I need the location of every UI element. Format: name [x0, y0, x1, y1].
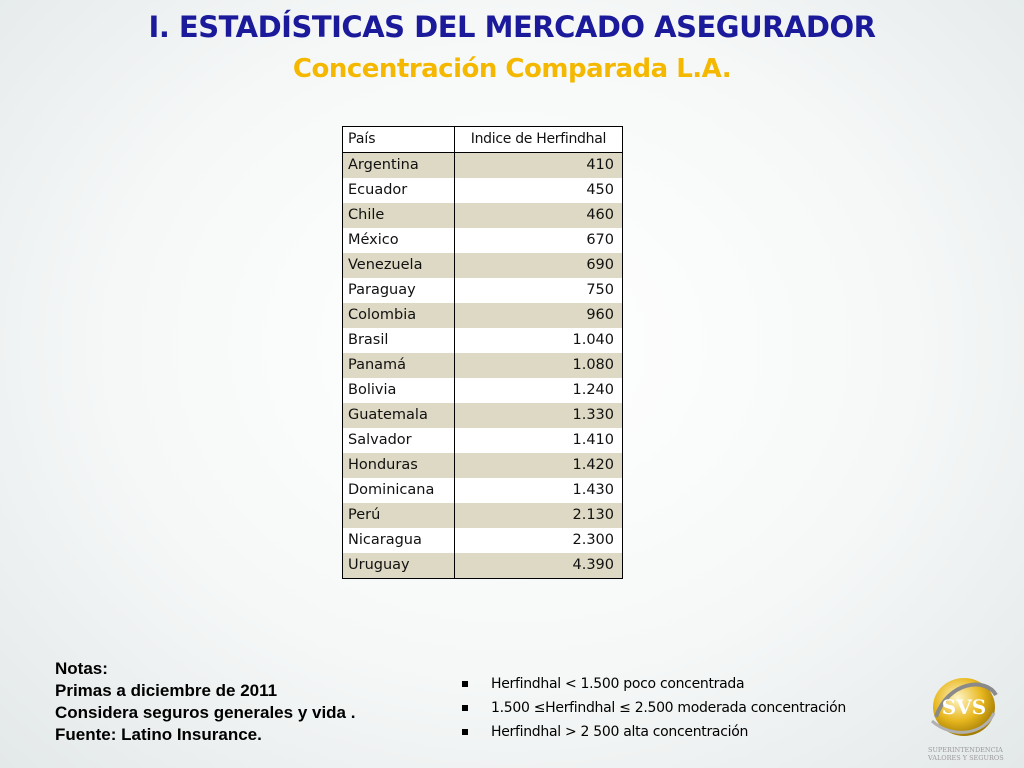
scale-item	[460, 696, 846, 720]
herfindahl-value-cell: 1.430	[454, 478, 622, 503]
notes-block	[55, 658, 355, 746]
country-cell: Chile	[343, 203, 455, 228]
herfindahl-value-cell: 1.330	[454, 403, 622, 428]
square-bullet-icon	[462, 705, 468, 711]
notes-line: Primas a diciembre de 2011	[55, 681, 278, 700]
country-cell: Venezuela	[343, 253, 455, 278]
notes-line: Considera seguros generales y vida .	[55, 703, 356, 722]
slide-title: I. ESTADÍSTICAS DEL MERCADO ASEGURADOR	[148, 10, 876, 44]
herfindahl-value-cell: 690	[454, 253, 622, 278]
herfindahl-value-cell: 960	[454, 303, 622, 328]
country-cell: Dominicana	[343, 478, 455, 503]
herfindahl-value-cell: 670	[454, 228, 622, 253]
logo-caption: SUPERINTENDENCIA VALORES Y SEGUROS	[928, 746, 1004, 762]
square-bullet-icon	[462, 729, 468, 735]
country-cell: Salvador	[343, 428, 455, 453]
table-row	[343, 353, 623, 378]
table-row	[343, 228, 623, 253]
table-row	[343, 253, 623, 278]
svg-text:SVS: SVS	[941, 695, 987, 719]
scale-item	[460, 720, 846, 744]
svs-logo	[928, 673, 1000, 741]
herfindahl-value-cell: 750	[454, 278, 622, 303]
country-cell: Guatemala	[343, 403, 455, 428]
table-row	[343, 153, 623, 179]
square-bullet-icon	[462, 681, 468, 687]
country-cell: Perú	[343, 503, 455, 528]
herfindahl-value-cell: 1.240	[454, 378, 622, 403]
table-row	[343, 503, 623, 528]
herfindahl-value-cell: 4.390	[454, 553, 622, 579]
header-country: País	[343, 127, 455, 153]
scale-item-text: Herfindhal < 1.500 poco concentrada	[491, 676, 745, 692]
table-row	[343, 303, 623, 328]
table-row	[343, 278, 623, 303]
concentration-scale-list	[460, 672, 846, 744]
herfindahl-table	[342, 126, 623, 579]
slide-subtitle: Concentración Comparada L.A.	[292, 54, 732, 84]
table-row	[343, 553, 623, 579]
table-row	[343, 203, 623, 228]
country-cell: Paraguay	[343, 278, 455, 303]
herfindahl-value-cell: 450	[454, 178, 622, 203]
table-header-row	[343, 127, 623, 153]
country-cell: México	[343, 228, 455, 253]
herfindahl-value-cell: 2.130	[454, 503, 622, 528]
herfindahl-value-cell: 1.420	[454, 453, 622, 478]
country-cell: Uruguay	[343, 553, 455, 579]
table-row	[343, 328, 623, 353]
country-cell: Colombia	[343, 303, 455, 328]
scale-item-text: Herfindhal > 2 500 alta concentración	[491, 724, 749, 740]
herfindahl-value-cell: 410	[454, 153, 622, 179]
herfindahl-value-cell: 2.300	[454, 528, 622, 553]
table-body	[343, 153, 623, 579]
country-cell: Brasil	[343, 328, 455, 353]
table-row	[343, 478, 623, 503]
header-herfindahl-index: Indice de Herfindhal	[454, 127, 622, 153]
country-cell: Panamá	[343, 353, 455, 378]
country-cell: Honduras	[343, 453, 455, 478]
table-row	[343, 178, 623, 203]
herfindahl-value-cell: 1.410	[454, 428, 622, 453]
table-row	[343, 528, 623, 553]
scale-item	[460, 672, 846, 696]
herfindahl-value-cell: 1.040	[454, 328, 622, 353]
table-row	[343, 428, 623, 453]
table-row	[343, 378, 623, 403]
notes-line: Fuente: Latino Insurance.	[55, 725, 262, 744]
country-cell: Bolivia	[343, 378, 455, 403]
country-cell: Argentina	[343, 153, 455, 179]
table-row	[343, 453, 623, 478]
scale-item-text: 1.500 ≤Herfindhal ≤ 2.500 moderada concentración	[491, 700, 846, 716]
country-cell: Ecuador	[343, 178, 455, 203]
country-cell: Nicaragua	[343, 528, 455, 553]
herfindahl-value-cell: 1.080	[454, 353, 622, 378]
herfindahl-value-cell: 460	[454, 203, 622, 228]
table-row	[343, 403, 623, 428]
notes-heading: Notas:	[55, 659, 108, 678]
